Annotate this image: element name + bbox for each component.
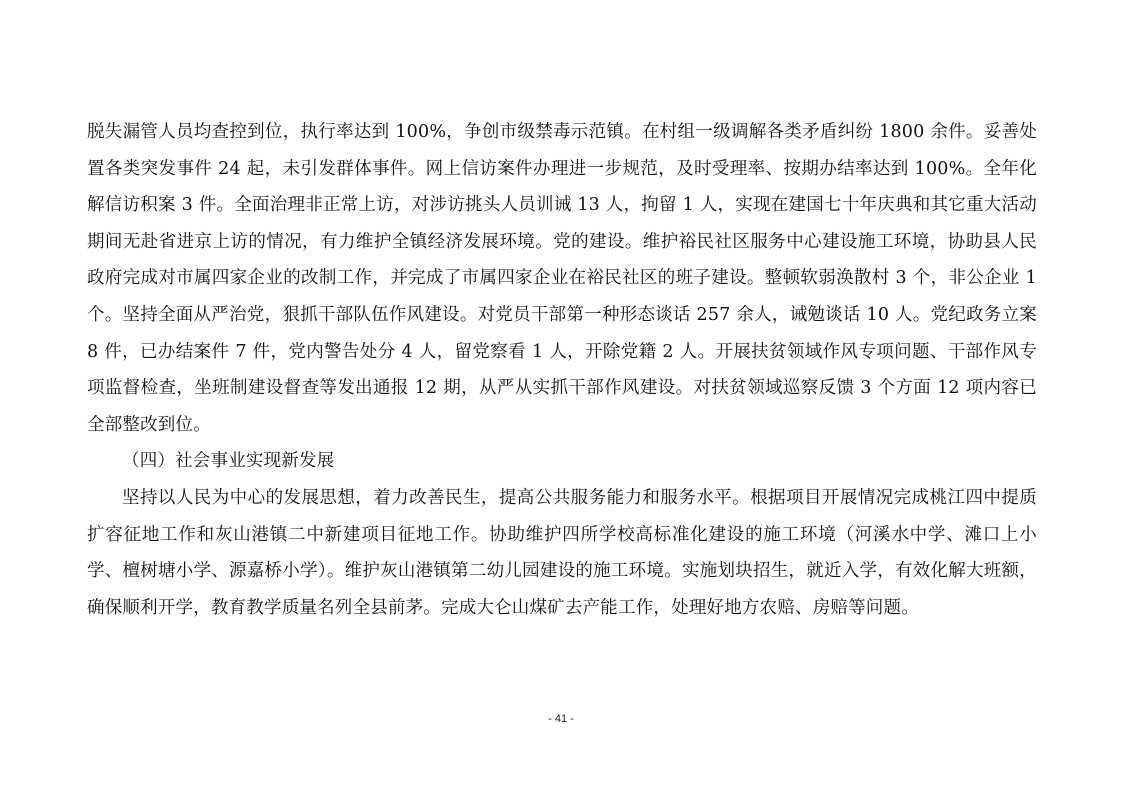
body-paragraph-continued: 脱失漏管人员均查控到位，执行率达到 100%，争创市级禁毒示范镇。在村组一级调解各类矛盾纠纷 1800 余件。妥善处置各类突发事件 24 起，未引发群体事件。网上信访案件办理进一步规范，及时受理率、按期办结率达到 100%。全年化解信访积案 3 件。全面治理非正常上访，对涉访挑头人员训诫 13 人，拘留 1 人，实现在建国七十年庆典和其它重大活动期间无赴省进京上访的情况，有力维护全镇经济发展环境。党的建设。维护裕民社区服务中心建设施工环境，协助县人民政府完成对市属四家企业的改制工作，并完成了市属四家企业在裕民社区的班子建设。整顿软弱涣散村 3 个，非公企业 1 个。坚持全面从严治党，狠抓干部队伍作风建设。对党员干部第一种形态谈话 257 余人，诫勉谈话 10 人。党纪政务立案 8 件，已办结案件 7 件，党内警告处分 4 人，留党察看 1 人，开除党籍 2 人。开展扶贫领域作风专项问题、干部作风专项监督检查，坐班制建设督查等发出通报 12 期，从严从实抓干部作风建设。对扶贫领域巡察反馈 3 个方面 12 项内容已全部整改到位。: [87, 122, 1037, 435]
body-paragraph-social: 坚持以人民为中心的发展思想，着力改善民生，提高公共服务能力和服务水平。根据项目开展情况完成桃江四中提质扩容征地工作和灰山港镇二中新建项目征地工作。协助维护四所学校高标准化建设的施工环境（河溪水中学、滩口上小学、檀树塘小学、源嘉桥小学）。维护灰山港镇第二幼儿园建设的施工环境。实施划块招生，就近入学，有效化解大班额，确保顺利开学，教育教学质量名列全县前茅。完成大仑山煤矿去产能工作，处理好地方农赔、房赔等问题。: [87, 487, 1037, 618]
section-heading: （四）社会事业实现新发展: [122, 451, 335, 472]
document-body: [87, 114, 1037, 626]
page-number: - 41 -: [548, 713, 574, 725]
